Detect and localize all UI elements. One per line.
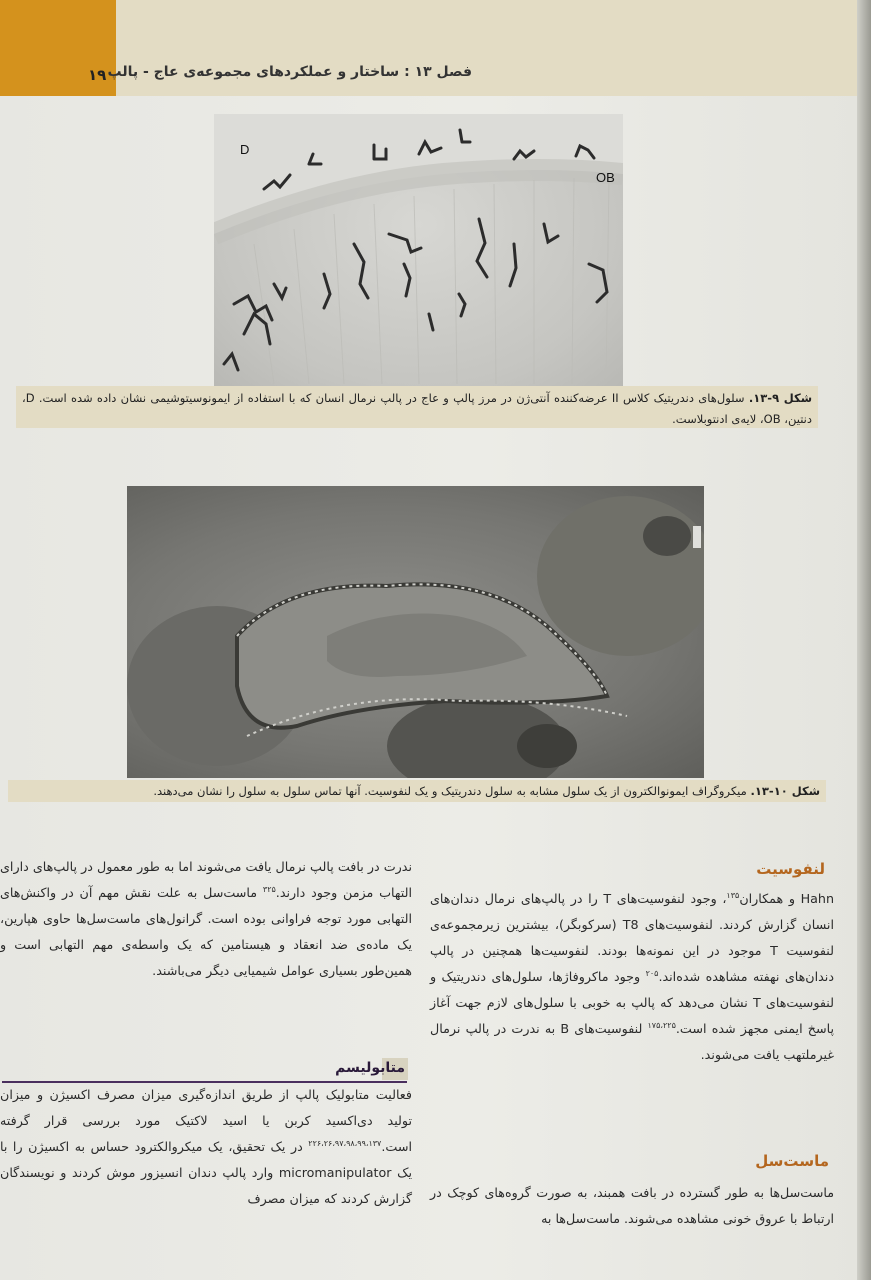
lymphocyte-text-a: Hahn و همکاران [739,891,834,906]
metabolism-text-b: در یک تحقیق، یک میکروالکترود حساس به اکسیژن را با یک micromanipulator وارد پالپ دندان انسیزور موش کردند و نویسندگان گزارش کردند که میزان مصرف [0,1139,412,1206]
figure-9-illustration [214,114,623,390]
book-spine-shadow [857,0,871,1280]
citation-325: ۳۲۵ [262,884,276,894]
citation-205: ۲۰۵ [645,968,659,978]
figure-10-caption-text: میکروگراف ایمونوالکترون از یک سلول مشابه به سلول دندریتیک و یک لنفوسیت. آنها تماس سلول به سلول را نشان می‌دهند. [153,784,751,798]
lymphocyte-text-c: وجود ماکروفاژها، سلول‌های دندریتیک و لنفوسیت‌های T نشان می‌دهد که پالپ به خوبی با سلول‌های لازم جهت آغاز پاسخ ایمنی مجهز شده است. [430,969,834,1036]
page-number: ۱۹ [88,66,107,84]
figure-10-micrograph [127,486,704,778]
figure-10-caption [8,780,826,802]
mast-cell-text: ماست‌سل‌ها به طور گسترده در بافت همبند، به صورت گروه‌های کوچک در ارتباط با عروق خونی مشاهده می‌شوند. ماست‌سل‌ها به [430,1185,834,1226]
lymphocyte-paragraph [430,886,834,1068]
citation-metabolism: ۲۲۶،۲۶،۹۷،۹۸،۹۹،۱۳۷ [308,1138,382,1148]
metabolism-text-a: فعالیت متابولیک پالپ از طریق اندازه‌گیری میزان مصرف اکسیژن و میزان تولید دی‌اکسید کربن یا اسید لاکتیک مورد بررسی قرار گرفته است. [0,1087,412,1154]
figure-10-illustration [127,486,704,778]
citation-135: ۱۳۵ [726,890,740,900]
mast-cell-heading: ماست‌سل [755,1152,829,1170]
figure-9-caption-text: سلول‌های دندریتیک کلاس II عرضه‌کننده آنتی‌ژن در مرز پالپ و عاج در پالپ نرمال انسان که با استفاده از ایمونوسیتوشیمی نشان داده شده است. D، دنتین، OB، لایه‌ی ادنتوبلاست. [22,391,812,426]
dentin-label: D [240,142,250,157]
metabolism-paragraph [0,1082,412,1212]
figure-9-micrograph [214,114,623,390]
lymphocyte-text-d: لنفوسیت‌های B به ندرت در پالپ نرمال غیرملتهب یافت می‌شوند. [430,1021,834,1062]
citation-175-225: ۱۷۵،۲۲۵ [647,1020,676,1030]
page-header [0,0,857,96]
figure-9-caption [16,386,818,428]
metabolism-heading: متابولیسم [335,1060,405,1076]
mast-cell-cont-text-b: ماست‌سل به علت نقش مهم آن در واکنش‌های التهابی مورد توجه فراوانی بوده است. گرانول‌های ماست‌سل‌ها حاوی هپارین، یک ماده‌ی ضد انعقاد و هیستامین که یک واسطه‌ی مهم التهابی است و همین‌طور بسیاری عوامل شیمیایی دیگر می‌باشند. [0,885,412,978]
figure-9-caption-label: شکل ۹-۱۳. [748,391,813,405]
mast-cell-continued-paragraph [0,854,412,984]
lymphocyte-text-b: ، وجود لنفوسیت‌های T را در پالپ‌های نرمال دندان‌های انسان گزارش کردند. لنفوسیت‌های T8 (سرکوبگر)، بیشترین زیرمجموعه‌ی لنفوسیت T موجود در این نمونه‌ها بودند. لنفوسیت‌ها همچنین در پالپ دندان‌های نهفته مشاهده شده‌اند. [430,891,835,984]
figure-10-caption-label: شکل ۱۰-۱۳. [750,784,820,798]
odontoblast-label: OB [596,170,615,185]
mast-cell-cont-text-a: ندرت در بافت پالپ نرمال یافت می‌شوند اما به طور معمول در پالپ‌های دارای التهاب مزمن وجود دارند. [0,859,412,900]
chapter-title: فصل ۱۳ : ساختار و عملکردهای مجموعه‌ی عاج - پالپ [107,64,472,80]
lymphocyte-heading: لنفوسیت [756,860,825,878]
mast-cell-paragraph [430,1180,834,1232]
